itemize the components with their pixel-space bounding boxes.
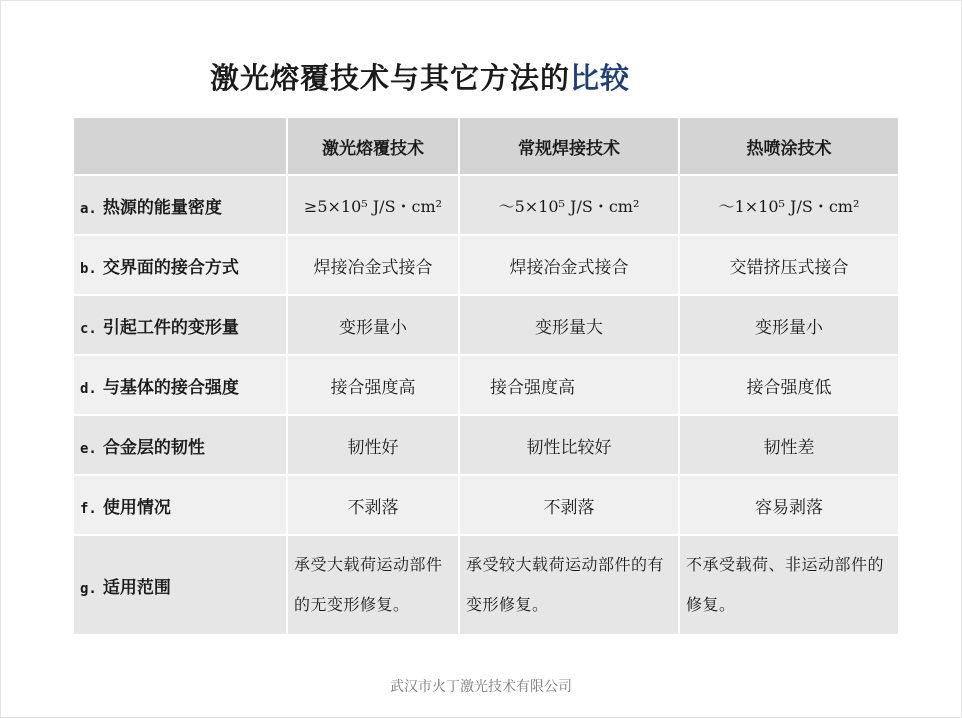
table-cell: 变形量小 xyxy=(287,295,459,355)
table-cell: ≥5×10⁵ J/S・cm² xyxy=(287,175,459,235)
footer-company: 武汉市火丁激光技术有限公司 xyxy=(390,679,572,695)
table-cell: 不剥落 xyxy=(459,475,679,535)
table-cell: 承受较大载荷运动部件的有变形修复。 xyxy=(459,535,679,635)
row-label xyxy=(73,235,287,295)
table-cell: 韧性好 xyxy=(287,415,459,475)
row-label xyxy=(73,295,287,355)
row-label xyxy=(73,475,287,535)
row-label-text: 适用范围 xyxy=(102,577,171,598)
row-label-text: 与基体的接合强度 xyxy=(102,377,239,398)
row-label xyxy=(73,415,287,475)
row-label xyxy=(73,535,287,635)
table-cell: 焊接冶金式接合 xyxy=(287,235,459,295)
table-cell: ～5×10⁵ J/S・cm² xyxy=(459,175,679,235)
row-letter: e. xyxy=(80,440,97,457)
title-main: 激光熔覆技术与其它方法的 xyxy=(210,61,571,95)
table-cell: 不剥落 xyxy=(287,475,459,535)
row-label-text: 合金层的韧性 xyxy=(102,437,205,458)
title-highlight: 比较 xyxy=(570,61,631,95)
comparison-table xyxy=(72,116,900,636)
table-cell: 接合强度高 xyxy=(287,355,459,415)
page-title xyxy=(210,56,630,97)
table-cell: 变形量小 xyxy=(679,295,899,355)
table-cell: ～1×10⁵ J/S・cm² xyxy=(679,175,899,235)
table-row xyxy=(73,235,899,295)
row-label-text: 引起工件的变形量 xyxy=(102,317,239,338)
table-cell: 接合强度高 xyxy=(459,355,679,415)
header-empty xyxy=(73,117,287,175)
header-laser-cladding: 激光熔覆技术 xyxy=(287,117,459,175)
row-letter: a. xyxy=(80,200,97,217)
table-cell: 韧性比较好 xyxy=(459,415,679,475)
row-letter: g. xyxy=(80,580,97,597)
table-row xyxy=(73,295,899,355)
table-row xyxy=(73,475,899,535)
row-label xyxy=(73,175,287,235)
table-cell: 焊接冶金式接合 xyxy=(459,235,679,295)
row-letter: b. xyxy=(80,260,97,277)
table-cell: 承受大载荷运动部件的无变形修复。 xyxy=(287,535,459,635)
row-label xyxy=(73,355,287,415)
header-thermal-spray: 热喷涂技术 xyxy=(679,117,899,175)
table-cell: 变形量大 xyxy=(459,295,679,355)
row-letter: f. xyxy=(80,500,97,517)
row-letter: c. xyxy=(80,320,97,337)
table-row xyxy=(73,415,899,475)
table-header-row xyxy=(73,117,899,175)
header-conventional-welding: 常规焊接技术 xyxy=(459,117,679,175)
table-cell: 交错挤压式接合 xyxy=(679,235,899,295)
table-row xyxy=(73,175,899,235)
row-letter: d. xyxy=(80,380,97,397)
row-label-text: 热源的能量密度 xyxy=(102,197,222,218)
table-cell: 不承受载荷、非运动部件的修复。 xyxy=(679,535,899,635)
table-row xyxy=(73,355,899,415)
row-label-text: 使用情况 xyxy=(102,497,171,518)
table-cell: 容易剥落 xyxy=(679,475,899,535)
table-row xyxy=(73,535,899,635)
row-label-text: 交界面的接合方式 xyxy=(102,257,239,278)
table-cell: 韧性差 xyxy=(679,415,899,475)
table-cell: 接合强度低 xyxy=(679,355,899,415)
